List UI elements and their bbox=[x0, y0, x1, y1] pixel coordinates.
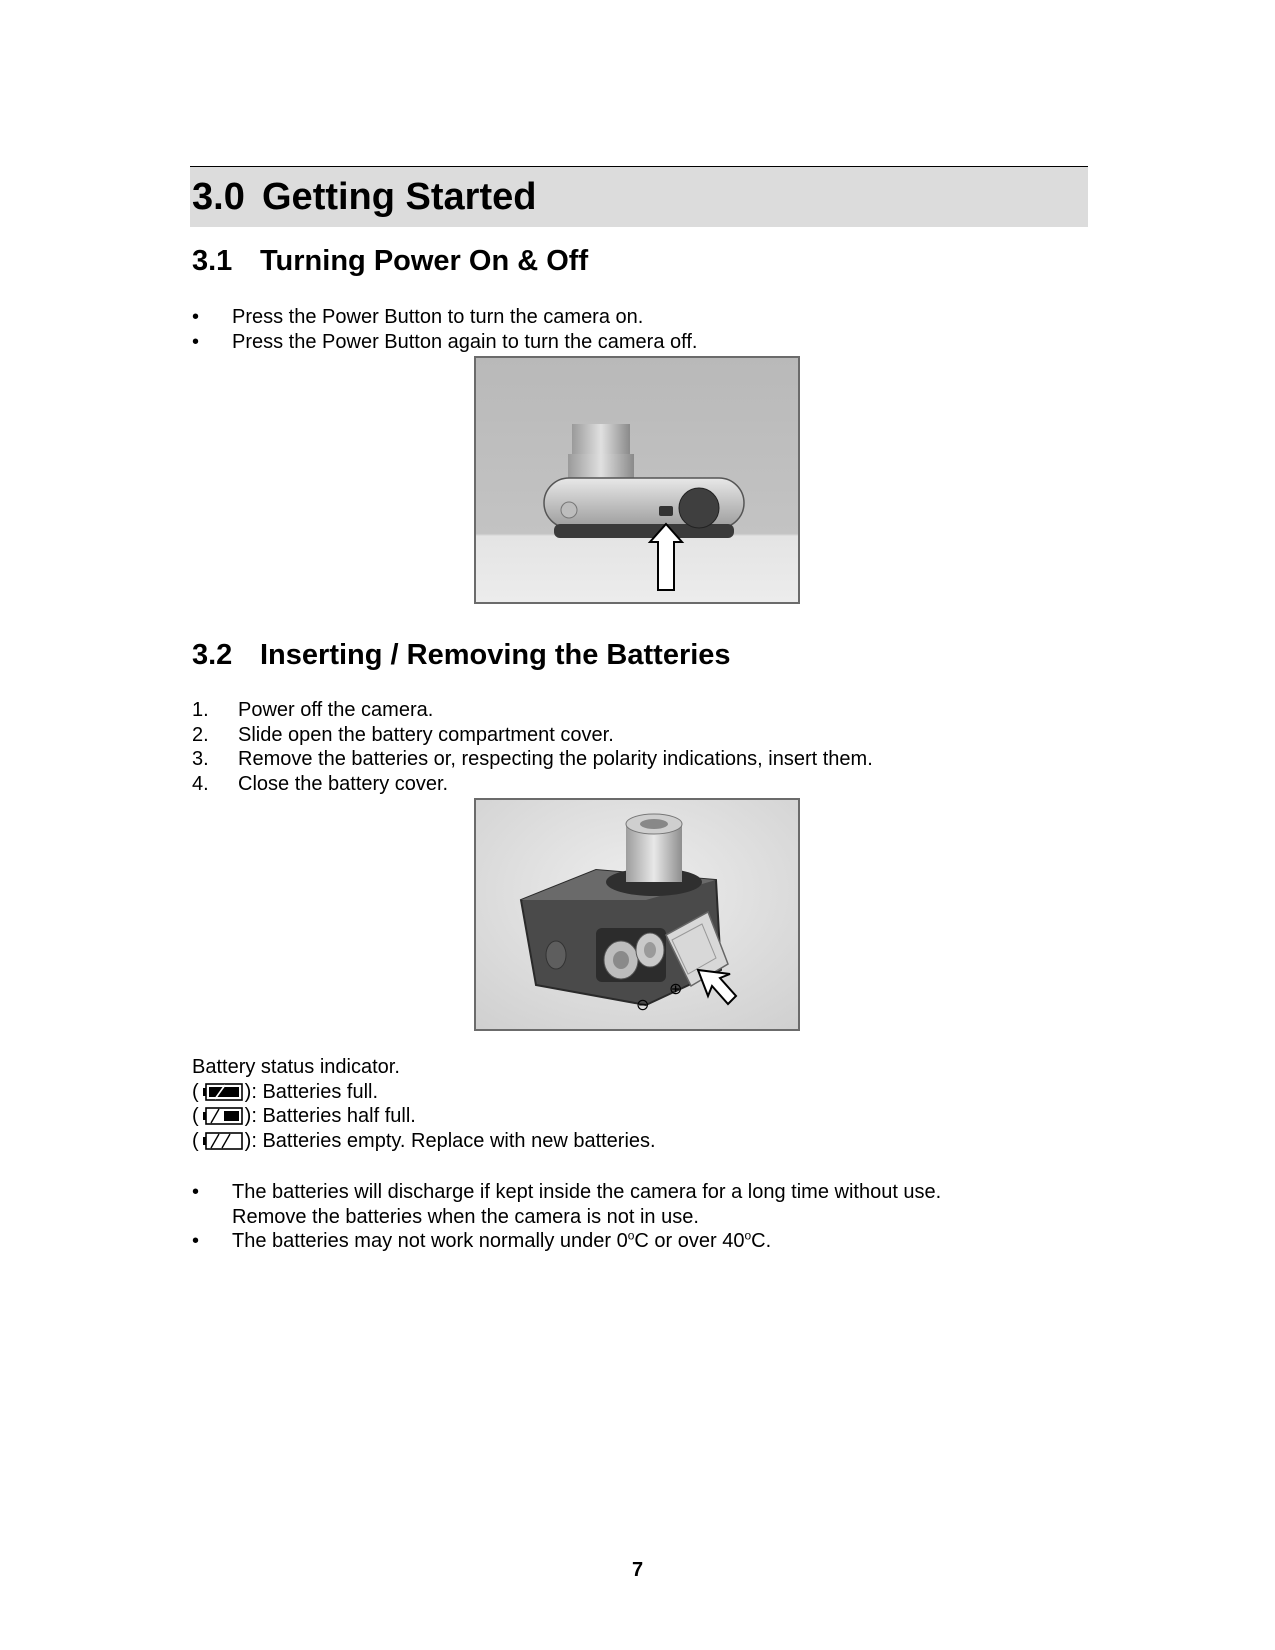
list-item-text bbox=[232, 1230, 771, 1252]
battery-status-item bbox=[192, 1129, 656, 1154]
paren-open: ( bbox=[192, 1129, 199, 1152]
chapter-number: 3.0 bbox=[192, 176, 245, 218]
list-item bbox=[192, 330, 697, 355]
section-number: 3.1 bbox=[192, 245, 233, 277]
step-text: Power off the camera. bbox=[238, 699, 434, 721]
note-text-part: The batteries may not work normally under 0 bbox=[232, 1230, 628, 1252]
polarity-minus-label: ⊖ bbox=[636, 995, 650, 1014]
section-title: Inserting / Removing the Batteries bbox=[260, 639, 731, 671]
battery-status-text: ): Batteries empty. Replace with new batteries. bbox=[244, 1129, 656, 1152]
section-title: Turning Power On & Off bbox=[260, 245, 589, 277]
list-item bbox=[192, 1229, 941, 1254]
bullet-icon: • bbox=[192, 306, 200, 328]
battery-status-item bbox=[192, 1104, 656, 1129]
battery-status-text: ): Batteries full. bbox=[244, 1080, 379, 1103]
section-heading-batteries bbox=[192, 639, 731, 672]
degree-mark: o bbox=[744, 1228, 752, 1243]
battery-full-icon bbox=[203, 1083, 243, 1101]
note-text-part: C. bbox=[751, 1230, 772, 1252]
power-button-photo bbox=[474, 356, 800, 604]
list-item-text: The batteries will discharge if kept inside the camera for a long time without use. bbox=[232, 1181, 942, 1203]
camera-top-view-image bbox=[476, 358, 798, 602]
list-item bbox=[192, 772, 873, 797]
battery-status-intro: Battery status indicator. bbox=[192, 1056, 400, 1078]
battery-half-icon bbox=[203, 1107, 243, 1125]
step-number: 3. bbox=[192, 748, 209, 770]
battery-compartment-photo bbox=[474, 798, 800, 1031]
step-number: 2. bbox=[192, 723, 209, 746]
battery-status-section bbox=[192, 1055, 656, 1153]
step-number: 1. bbox=[192, 699, 209, 721]
step-text: Remove the batteries or, respecting the polarity indications, insert them. bbox=[238, 748, 873, 770]
paren-open: ( bbox=[192, 1105, 199, 1127]
bullet-icon: • bbox=[192, 1181, 200, 1203]
step-text: Close the battery cover. bbox=[238, 772, 449, 795]
list-item bbox=[192, 723, 873, 748]
note-text-part: C or over 40 bbox=[634, 1230, 745, 1252]
chapter-title: Getting Started bbox=[262, 176, 537, 218]
bullet-icon: • bbox=[192, 1230, 200, 1252]
list-item bbox=[192, 698, 873, 723]
step-number: 4. bbox=[192, 772, 209, 795]
degree-mark: o bbox=[627, 1228, 635, 1243]
list-item bbox=[192, 1180, 941, 1229]
list-item bbox=[192, 305, 697, 330]
camera-battery-image bbox=[476, 800, 798, 1029]
battery-status-item bbox=[192, 1080, 656, 1105]
battery-notes-list bbox=[192, 1180, 941, 1254]
section-heading-power bbox=[192, 245, 588, 278]
polarity-plus-label: ⊕ bbox=[669, 979, 683, 998]
section-number: 3.2 bbox=[192, 639, 233, 671]
paren-open: ( bbox=[192, 1080, 199, 1103]
list-item-text: Remove the batteries when the camera is not in use. bbox=[232, 1205, 699, 1228]
power-bullet-list bbox=[192, 305, 697, 354]
list-item-text: Press the Power Button to turn the camera on. bbox=[232, 306, 644, 328]
battery-empty-icon bbox=[203, 1132, 243, 1150]
chapter-heading bbox=[192, 176, 536, 219]
step-text: Slide open the battery compartment cover. bbox=[238, 723, 614, 746]
list-item bbox=[192, 747, 873, 772]
bullet-icon: • bbox=[192, 330, 200, 353]
list-item-text: Press the Power Button again to turn the camera off. bbox=[232, 330, 698, 353]
battery-steps-list bbox=[192, 698, 873, 796]
page-number: 7 bbox=[631, 1559, 644, 1581]
battery-status-text: ): Batteries half full. bbox=[244, 1105, 416, 1127]
